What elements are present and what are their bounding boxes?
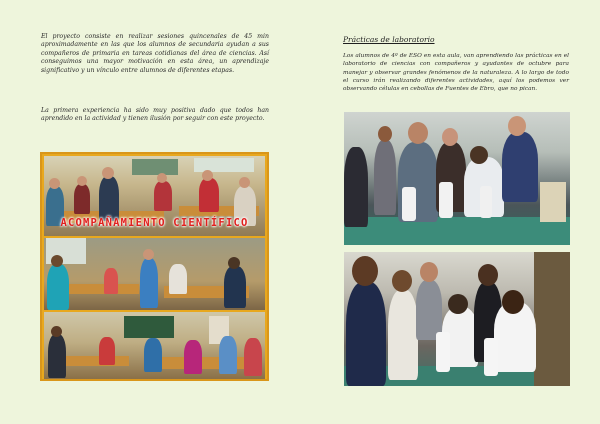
right-page: [300, 0, 600, 424]
lab-practices-heading: Prácticas de laboratorio: [343, 35, 435, 44]
lab-practices-text: Los alumnos de 4º de ESO en esta aula, van aprendiendo las prácticas en el laboratorio de ciencias con compañeros y ayudantes de octubre para manejar y observar grandes fenómenos de la naturaleza. A lo largo de todo el curso irán realizando diferentes actividades, aquí los podemos ver observando células en cebollas de Fuentes de Ebro, que no pican.: [343, 53, 569, 93]
lab-photo-1: [344, 112, 570, 245]
project-description: El proyecto consiste en realizar sesiones quincenales de 45 min aproximadamente en las que los alumnos de secundaria ayudan a sus compañeros de primaria en tareas cotidianas del área de ciencias. Así conseguimos una mayor motivación en esta área, un aprendizaje significativo y un vínculo entre alumnos de diferentes etapas.: [41, 33, 269, 74]
photo-collage: [40, 152, 269, 381]
classroom-photo-3: [44, 312, 265, 379]
collage-banner-title: ACOMPAÑAMIENTO CIENTÍFICO: [60, 217, 249, 229]
classroom-photo-2: [44, 238, 265, 310]
first-experience-text: La primera experiencia ha sido muy positiva dado que todos han aprendido en la actividad y tienen ilusión por seguir con este proyecto.: [41, 107, 269, 123]
lab-photo-2: [344, 252, 570, 386]
